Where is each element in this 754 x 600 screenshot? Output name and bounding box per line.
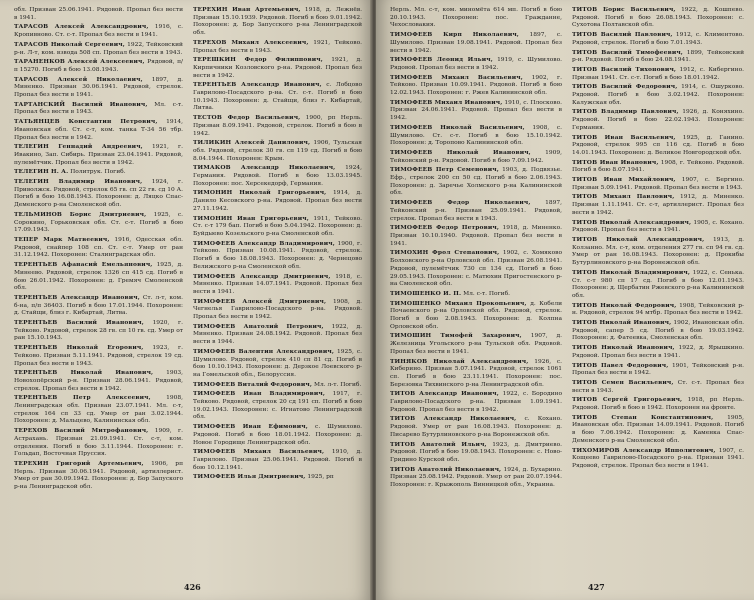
- memorial-entry: [390, 199, 562, 223]
- entry-text: 1909, Тейковский р-н. Рядовой. Погиб в бою 7.09.1942.: [390, 149, 562, 164]
- entry-text: 1925, с. Шумилово. Рядовой, стрелок 410 сп 81 сд. Погиб в бою 10.10.1943. Похоронен: д. Дерзкое Лоевского р-на Гомельской обл., Белоруссия.: [193, 348, 362, 378]
- entry-name: ТИЛИКИН Алексей Данилович,: [193, 139, 311, 147]
- entry-text: Нерль. Мл. с-т, ком. миномёта 614 мп. Погиб в бою 20.10.1943. Похоронен: пос. Гражданне, Чехословакия.: [390, 7, 562, 29]
- entry-name: ТИНЯКОВ Николай Александрович,: [390, 357, 529, 365]
- entry-name: ТЕРЕХИН Григорий Артемьевич,: [14, 459, 144, 467]
- entry-text: Мл. с-т. Погиб.: [463, 290, 511, 297]
- entry-name: ТИТОВ Иван Васильевич,: [572, 133, 676, 141]
- entry-name: ТЕРЕНТЬЕВ Петр Алексеевич,: [14, 394, 151, 402]
- entry-name: ТИМОШЕНКО И. П.: [390, 289, 462, 297]
- entry-text: 1922, д. Миненко. Призван 24.08.1942. Рядовой. Пропал без вести в 1944.: [193, 323, 362, 346]
- entry-text: 1922, д. Ярышкино. Рядовой. Пропал без вести в 1941.: [572, 345, 744, 359]
- entry-text: Рядовой, п/п 15270. Погиб в бою 13.08.1943.: [14, 59, 183, 73]
- entry-name: ТЕЛЬМИНОВ Борис Дмитриевич,: [14, 210, 147, 218]
- memorial-entry: [14, 460, 183, 492]
- memorial-entry: [193, 390, 362, 422]
- entry-name: ТИТОВ Анатолий Николаевич,: [390, 465, 502, 473]
- entry-name: ТИМОФЕЕВ Иван Владимирович,: [193, 390, 326, 398]
- entry-name: ТИТОВ Николай Александрович,: [572, 235, 705, 243]
- entry-name: ТИТОВ Анатолий Ильич,: [390, 440, 487, 448]
- entry-text: 1913, д. Колзанно. Мл. с-т, ком. отделения 277 гв. сп 94 гв. сд. Умер от ран 16.08.1943. Похоронен: д. Прокибы Бутурлиновского р-на Воронежской обл.: [572, 236, 744, 267]
- entry-text: Мл. с-т. Пропал без вести в 1943.: [14, 101, 183, 116]
- memorial-entry: [390, 99, 562, 123]
- entry-name: ТИТОВ Николай Иванович,: [572, 319, 672, 327]
- memorial-entry: [193, 56, 362, 80]
- entry-name: ТИМОФЕЕВ Михаил Васильевич,: [390, 73, 523, 81]
- entry-text: с. Кохано. Рядовой. Умер от ран 16.08.1943. Похоронен: д. Писарево Бутурлиновского р-на Воронежской обл.: [390, 416, 562, 438]
- memorial-entry: [14, 319, 183, 343]
- entry-name: ТИТОВ Александр Иванович,: [390, 390, 499, 398]
- entry-name: ТЕРЕХИН Иван Артемьевич,: [193, 6, 301, 13]
- memorial-entry: [572, 219, 744, 235]
- entry-name: ТЕЛЕГИН Геннадий Андреевич,: [14, 143, 143, 151]
- entry-name: ТИТОВ Степан Константинович,: [572, 413, 714, 421]
- entry-text: 1911, Тейково. Ст. с-т 179 бап. Погиб в бою 5.04.1942. Похоронен: д. Буйдыево Козельского р-на Смоленской обл.: [193, 215, 362, 237]
- entry-text: 1899, Тейковский р-н. Рядовой. Погиб в бою 24.08.1941.: [572, 49, 744, 64]
- memorial-entry: [14, 41, 183, 57]
- entry-text: 1906, рп Нерль. Призван 30.06.1941. Рядовой, артиллерист. Умер от ран 30.09.1942. Похоронен: д. Бор Запуского р-на Ленинградской обл.: [14, 460, 183, 491]
- entry-name: ТИТОВ Михаил Павлович,: [572, 193, 675, 201]
- memorial-entry: [14, 6, 183, 22]
- memorial-entry: [193, 473, 362, 482]
- entry-name: ТИТОВ Василий Павлович,: [572, 31, 673, 39]
- left-page-column-1: [14, 6, 183, 574]
- memorial-entry: [14, 294, 183, 318]
- entry-name: ТЕРЕХОВ Василий Митрофанович,: [14, 427, 149, 435]
- entry-text: 1921, д. Кирпичники Козловского р-на. Рядовой. Пропал без вести в 1942.: [193, 57, 362, 79]
- entry-text: 1910, д. Гаврилово. Призван 25.06.1941. Рядовой. Погиб в бою 10.12.1941.: [193, 449, 362, 471]
- entry-text: 1924, Германия. Рядовой. Погиб в бою 13.03.1945. Похоронен: пос. Херсекедорф, Германия.: [193, 165, 362, 187]
- entry-text: 1905, Ивановская обл. Призван 14.09.1941. Рядовой. Погиб в бою 7.06.1942. Похоронен: д. Каменка Спас-Деменского р-на Смоленской обл.: [572, 414, 744, 444]
- memorial-entry: [14, 101, 183, 117]
- memorial-entry: [193, 215, 362, 239]
- memorial-entry: [390, 249, 562, 289]
- entry-name: ТИТОВ Борис Васильевич,: [572, 6, 676, 13]
- left-page-number: 426: [184, 582, 201, 592]
- memorial-entry: [390, 332, 562, 356]
- entry-name: ТАТЬЯНЦЕВ Константин Петрович,: [14, 118, 158, 126]
- memorial-entry: [14, 261, 183, 293]
- memorial-entry: [193, 39, 362, 55]
- entry-name: ТИМОФЕЕВ Федор Николаевич,: [390, 199, 531, 207]
- memorial-entry: [193, 298, 362, 322]
- memorial-entry: [14, 369, 183, 393]
- memorial-entry: [193, 323, 362, 347]
- entry-text: обл. Призван 25.06.1941. Рядовой. Пропал без вести в 1941.: [14, 7, 183, 21]
- entry-text: 1906, Тульская обл. Рядовой, стрелок 30 гв. сп 119 сд. Погиб в бою 8.04.1944. Похоронен: Крым.: [193, 140, 362, 162]
- entry-text: 1897, д. Миненко. Призван 30.06.1941. Рядовой, стрелок. Пропал без вести в 1941.: [14, 76, 183, 99]
- memorial-entry: [390, 56, 562, 72]
- entry-name: ТИМОФЕЕВ Михаил Иванович,: [390, 98, 503, 106]
- memorial-entry: [572, 193, 744, 217]
- memorial-entry: [390, 290, 562, 299]
- entry-text: 1922, с. Сенька. Ст. с-т 980 сп 17 сд. Погиб в бою 12.01.1943. Похоронен: д. Щербатин Ржевского р-на Калининской обл.: [572, 269, 744, 299]
- entry-text: 1922, д. Кошпево. Рядовой. Погиб в бою 26.08.1943. Похоронен: с. Сухотова Полтавской обл.: [572, 7, 744, 29]
- entry-text: 1902, г. Тейково. Призван 10.09.1941. Рядовой. Погиб в бою 12.02.1943. Похоронен: г. Ржев Калининской обл.: [390, 74, 562, 97]
- entry-name: ТИМОФЕЕВ Петр Семенович,: [390, 166, 499, 174]
- memorial-entry: [193, 240, 362, 272]
- memorial-entry: [572, 31, 744, 47]
- entry-name: ТИМОФЕЕВ Федор Петрович,: [390, 224, 500, 232]
- left-page-column-2: [193, 6, 362, 574]
- entry-text: 1923, д. Дмитриево. Рядовой. Погиб в бою 19.08.1943. Похоронен: с. Ново-Гридино Курской обл.: [390, 441, 562, 463]
- memorial-entry: [572, 414, 744, 446]
- memorial-entry: [572, 83, 744, 107]
- memorial-entry: [390, 466, 562, 490]
- entry-text: 1925, д. Минеево. Рядовой, стрелок 1326 сп 415 сд. Погиб в бою 26.01.1942. Похоронен: д. Гремяч Смоленской обл.: [14, 262, 183, 292]
- entry-name: ТИТОВ Семен Васильевич,: [572, 378, 674, 386]
- entry-text: 1897, Тейковский р-н. Призван 25.09.1941. Рядовой, стрелок. Пропал без вести в 1943.: [390, 200, 562, 222]
- memorial-entry: [572, 49, 744, 65]
- entry-name: ТЕПЕР Марк Матвеевич,: [14, 235, 110, 243]
- entry-text: Ст. с-т. Пропал без вести в 1943.: [572, 379, 744, 394]
- memorial-entry: [572, 319, 744, 343]
- entry-text: 1908, д. Чегнелья Гаврилово-Посадского р-на. Рядовой. Пропал без вести в 1942.: [193, 298, 362, 321]
- entry-text: 1908, Ленинградская обл. Призван 23.07.1941. Мл. с-т, стрелок 164 сп 33 сд. Умер от ран 3.02.1944. Похоронен: д. Мальцево, Калининская обл.: [14, 395, 183, 425]
- entry-name: ТИМОФЕЕВ Илья Дмитриевич,: [193, 473, 306, 481]
- entry-text: 1925, с. Сорокино, Горьковская обл. Ст. с-т. Погиб в бою 17.09.1943.: [14, 211, 183, 234]
- entry-name: ТАРАСОВ Алексей Николаевич,: [14, 75, 143, 83]
- entry-name: ТАРАНЕНКОВ Алексей Алексеевич,: [14, 58, 145, 66]
- entry-text: 1903, д. Подвязье. Ефр., стрелок 200 сп 50 сд. Погиб в бою 2.06.1943. Похоронен: д. Заречье Холмского р-на Калининской обл.: [390, 167, 562, 197]
- memorial-entry: [193, 348, 362, 380]
- entry-text: 1914, д. Данило Кесовского р-на. Рядовой. Пропал без вести 27.11.1942.: [193, 190, 362, 212]
- entry-name: ТИМОФЕЕВ Иван Ефимович,: [193, 423, 308, 431]
- memorial-entry: [193, 273, 362, 297]
- entry-text: 1922, Тейковский р-н. Л-т, ком. взвода 508 сп. Пропал без вести в 1943.: [14, 41, 183, 56]
- entry-name: ТИТОВ Владимир Павлович,: [572, 108, 679, 116]
- memorial-entry: [572, 269, 744, 301]
- entry-text: Мл. л-т. Погиб.: [313, 381, 362, 388]
- entry-text: 1920, г. Тейково. Рядовой, стрелок 28 гв. сп 10 гв. сд. Умер от ран 15.10.1943.: [14, 320, 183, 342]
- entry-name: ТЕРЕНТЬЕВ Афанасий Емельянович,: [14, 261, 153, 269]
- entry-name: ТЕРЕНТЬЕВ Николай Иванович,: [14, 369, 154, 377]
- memorial-entry: [193, 164, 362, 188]
- memorial-entry: [193, 423, 362, 447]
- memorial-entry: [193, 448, 362, 472]
- entry-name: ТИМОФЕЕВ Валентин Александрович,: [193, 347, 335, 355]
- entry-name: ТЕРЕНТЬЕВ Николай Егорович,: [14, 344, 144, 352]
- entry-name: ТИМАКОВ Александр Николаевич,: [193, 164, 336, 172]
- entry-text: 1925, д. Ганино. Рядовой, стрелок 995 сп 116 сд. Погиб в бою 14.01.1943. Похоронен: д. Великое Новгородской обл.: [572, 134, 744, 156]
- entry-text: 1921, г. Ивакино, Зап. Сибирь. Призван 23.04.1941. Рядовой, пулемётчик. Пропал без вести в 1942.: [14, 144, 183, 166]
- entry-text: 1902, с. Хомяково Болховского р-на Орловской обл. Призван 26.08.1941. Рядовой, пулемётчик 730 сп 134 сд. Погиб в бою 29.05.1943. Похоронен: с. Матюхин Пригостенского р-на Смоленской обл.: [390, 250, 562, 288]
- entry-name: ТЕЛЕГИН Владимир Иванович,: [14, 178, 143, 186]
- right-page-column-2: [572, 6, 744, 574]
- memorial-entry: [572, 396, 744, 412]
- entry-text: 1916, с. Кропивново. Ст. с-т. Пропал без вести в 1941.: [14, 24, 183, 39]
- memorial-entry: [390, 390, 562, 414]
- memorial-entry: [572, 6, 744, 30]
- entry-text: 1912, с. Кибергино. Призван 1941. Ст. с-т. Погиб в бою 18.01.1942.: [572, 66, 744, 81]
- entry-name: ТИМОФЕЕВ Николай Васильевич,: [390, 123, 525, 131]
- entry-name: ТЕСТОВ Федор Васильевич,: [193, 114, 301, 122]
- entry-text: 1923, г. Тейково. Призван 5.11.1941. Рядовой, стрелок 19 сд. Пропал без вести в 1943.: [14, 345, 183, 367]
- memorial-entry: [390, 149, 562, 165]
- entry-text: 1900, г. Тейково. Призван 10.08.1941. Рядовой, стрелок. Погиб в бою 18.08.1943. Похоронен: д. Чернецово Велижского р-на Смоленской обл.: [193, 240, 362, 270]
- memorial-entry: [572, 302, 744, 318]
- entry-name: ТИМОФЕЕВ Николай Иванович,: [390, 148, 531, 156]
- entry-name: ТИТОВ Николай Федорович,: [572, 301, 677, 309]
- entry-text: 1917, г. Тейково. Рядовой, стрелок 20 сд 191 сп. Погиб в бою 19.02.1943. Похоронен: с. Игнатово Ленинградской обл.: [193, 391, 362, 421]
- memorial-entry: [193, 114, 362, 138]
- memorial-entry: [14, 344, 183, 368]
- entry-name: ТИТОВ Василий Тихонович,: [572, 65, 677, 73]
- entry-text: 1901, Тейковский р-н. Пропал без вести в 1942.: [572, 362, 744, 377]
- entry-name: ТАРТАНСКИЙ Василий Иванович,: [14, 100, 148, 108]
- entry-name: ТАРАСОВ Николай Сергеевич,: [14, 40, 125, 48]
- memorial-entry: [14, 143, 183, 167]
- entry-name: ТЕРЕНТЬЕВ Александр Иванович,: [193, 81, 322, 89]
- entry-name: ТИМОФЕЕВ Виталий Федорович,: [193, 380, 313, 388]
- memorial-entry: [390, 166, 562, 198]
- memorial-entry: [193, 81, 362, 113]
- entry-name: ТИТОВ Николай Владимирович,: [572, 268, 691, 276]
- entry-name: ТИТОВ Иван Иванович,: [572, 158, 659, 166]
- memorial-entry: [572, 447, 744, 471]
- entry-text: 1908, г. Тейково. Рядовой. Погиб в бою 8.07.1941.: [572, 159, 744, 174]
- entry-name: ТИТОВ Николай Александрович,: [572, 218, 692, 226]
- entry-name: ТИТОВ Василий Федорович,: [572, 83, 678, 91]
- entry-text: 1907, д. Железница Угольского р-на Тульской обл. Рядовой. Пропал без вести в 1941.: [390, 333, 562, 355]
- entry-text: с. Лобцово Гаврилово-Посадского р-на. Ст. с-т. Погиб в бою 10.1943. Похоронен: д. Стайщи, близ г. Кибартай, Литва.: [193, 82, 362, 112]
- entry-text: 1908, с. Шумилово. Ст. с-т. Погиб в бою 15.10.1942. Похоронен: д. Торопово Калининской обл.: [390, 124, 562, 147]
- memorial-entry: [390, 300, 562, 332]
- entry-text: 1921, Тейково. Пропал без вести в 1943.: [193, 39, 362, 54]
- memorial-entry: [572, 134, 744, 158]
- memorial-entry: [390, 31, 562, 55]
- memorial-entry: [390, 224, 562, 248]
- right-page: [376, 0, 754, 600]
- entry-name: ТИМОНИН Иван Григорьевич,: [193, 214, 309, 222]
- entry-name: ТИТОВ Александр Николаевич,: [390, 415, 517, 423]
- entry-name: ТИХОМИРОВ Александр Ипполитович,: [572, 446, 716, 454]
- entry-text: 1918, д. Миненко. Призван 10.10.1940. Рядовой. Пропал без вести в 1941.: [390, 225, 562, 247]
- entry-text: 1902, Ивановская обл. Рядовой, сапер 5 сд. Погиб в бою 19.03.1942. Похоронен: д. Фатеевка, Смоленская обл.: [572, 320, 744, 342]
- entry-text: 1924, д. Бухарино. Призван 25.08.1942. Рядовой. Умер от ран 20.07.1944. Похоронен: г. Крыжополь Винницкой обл., Украина.: [390, 466, 562, 489]
- memorial-entry: [14, 427, 183, 459]
- entry-text: 1910, с. Плосково. Призван 24.06.1941. Рядовой. Пропал без вести в 1942.: [390, 99, 562, 122]
- entry-text: 1919, с. Шумилово. Рядовой. Пропал без вести в 1942.: [390, 57, 562, 71]
- entry-name: ТИМОФЕЕВ Леонид Ильич,: [390, 56, 493, 64]
- memorial-entry: [14, 178, 183, 210]
- entry-text: Ст. л-т, ком. б-на, п/п 36403. Погиб в бою 17.01.1944. Похоронен: д. Стайщи, близ г. Кибартай, Литва.: [14, 294, 183, 317]
- entry-name: ТИМОШЕНКО Михаил Прокопьевич,: [390, 299, 527, 307]
- entry-text: Политрук. Погиб.: [70, 169, 126, 176]
- entry-name: ТИТОВ Павел Федорович,: [572, 361, 669, 369]
- entry-text: 1926, с. Киберино. Призван 5.07.1941. Рядовой, стрелок 1061 сп. Погиб в бою 23.11.1941. Похоронен: пос. Березовка Тихвинского р-на Ленинградской обл.: [390, 358, 562, 388]
- entry-text: 1897, с. Шумилово. Призван 19.08.1941. Рядовой. Пропал без вести в 1942.: [390, 32, 562, 54]
- entry-text: 1926, д. Коняхино. Рядовой. Погиб в бою 22.02.1943. Похоронен: Германия.: [572, 109, 744, 131]
- memorial-entry: [390, 415, 562, 439]
- entry-text: 1914, с. Ошурково. Рядовой. Погиб в бою 3.02.1942. Похоронен: Калужская обл.: [572, 84, 744, 106]
- entry-name: ТИМОХИН Фрол Степанович,: [390, 249, 500, 257]
- entry-text: 1922, с. Бородино Гаврилово-Посадского р-на. Призван 1.09.1941. Рядовой. Пропал без вести в 1942.: [390, 391, 562, 413]
- entry-name: ТИТОВ Сергей Григорьевич,: [572, 396, 683, 404]
- entry-name: ТИМОФЕЕВ Анатолий Петрович,: [193, 322, 324, 330]
- entry-text: д. Кобели Почаевского р-на Орловской обл. Рядовой, стрелок. Погиб в бою 2.08.1943. Похоронен: д. Колпна Орловской обл.: [390, 300, 562, 330]
- memorial-entry: [193, 381, 362, 390]
- memorial-entry: [572, 176, 744, 192]
- memorial-entry: [193, 6, 362, 38]
- memorial-entry: [14, 394, 183, 426]
- right-page-column-1: [390, 6, 562, 574]
- entry-name: ТИТОВ Николай Иванович,: [572, 344, 675, 352]
- memorial-entry: [572, 379, 744, 395]
- entry-name: ТИТОВ Василий Тимофеевич,: [572, 48, 684, 56]
- entry-text: 1918, д. Лежнёв. Призван 15.10.1939. Рядовой. Погиб в бою 9.01.1942. Похоронен: д. Бор Запусского р-на Ленинградской обл.: [193, 7, 362, 37]
- memorial-entry: [390, 441, 562, 465]
- entry-text: 1924, г. Приволжск. Рядовой, стрелок 65 гв. сп 22 гв. сд 10 А. Погиб в бою 16.08.1943. Похоронен: д. Ляцко Спас-Деменского р-на Смоленской обл.: [14, 179, 183, 209]
- entry-text: 1925, рп: [307, 474, 334, 481]
- memorial-entry: [572, 344, 744, 360]
- entry-name: ТИМОНИН Николай Григорьевич,: [193, 189, 327, 197]
- entry-name: ТЕРЕХОВ Михаил Алексеевич,: [193, 38, 309, 46]
- entry-name: ТИМОФЕЕВ Алексей Дмитриевич,: [193, 297, 327, 305]
- memorial-entry: [14, 168, 183, 177]
- entry-text: 1912, д. Миненко. Призван 1.11.1941. Ст. с-т, артиллерист. Пропал без вести в 1942.: [572, 194, 744, 216]
- entry-text: 1900, рп Нерль. Призван 8.09.1941. Рядовой, стрелок. Погиб в бою в 1942.: [193, 115, 362, 137]
- memorial-entry: [14, 23, 183, 39]
- memorial-entry: [193, 189, 362, 213]
- entry-text: 1914, Ивановская обл. Ст. с-т, ком. танка Т-34 56 тбр. Пропал без вести в 1942.: [14, 119, 183, 141]
- memorial-entry: [193, 139, 362, 163]
- entry-name: ТИМОФЕЕВ Александр Дмитриевич,: [193, 272, 331, 280]
- memorial-entry: [390, 6, 562, 30]
- entry-text: 1903, Новохопёрский р-н. Призван 28.06.1941. Рядовой, стрелок. Пропал без вести в 1942.: [14, 370, 183, 392]
- entry-text: 1918, с. Миненко. Призван 14.07.1941. Рядовой. Пропал без вести в 1941.: [193, 273, 362, 295]
- entry-text: 1905, с. Кохано. Рядовой. Пропал без вести в 1941.: [572, 219, 744, 234]
- entry-name: ТЕРЕНТЬЕВ Александр Иванович,: [14, 293, 140, 301]
- entry-text: 1908, Тейковский р-н. Рядовой, стрелок 94 мтбр. Пропал без вести в 1942.: [572, 302, 744, 317]
- entry-text: 1912, с. Климентово. Рядовой, стрелок. Погиб в бою 7.01.1943.: [572, 32, 744, 46]
- memorial-entry: [14, 236, 183, 260]
- memorial-entry: [390, 358, 562, 390]
- entry-name: ТИМОФЕЕВ Михаил Васильевич,: [193, 448, 325, 456]
- entry-text: 1909, г. Астрахань. Призван 21.09.1941. Ст. с-т, ком. отделения. Погиб в бою 3.11.1944. Похоронен: г. Гольдап, Восточная Пруссия.: [14, 428, 183, 458]
- entry-text: 1907, с. Кощеево Гаврилово-Посадского р-на. Призван 1941. Рядовой, стрелок. Пропал без вести в 1941.: [572, 447, 744, 469]
- memorial-entry: [390, 124, 562, 148]
- entry-name: ТИМОШИН Тимофей Захарович,: [390, 332, 522, 340]
- memorial-entry: [14, 76, 183, 100]
- left-page: [0, 0, 372, 600]
- memorial-entry: [572, 362, 744, 378]
- memorial-entry: [572, 66, 744, 82]
- memorial-entry: [572, 108, 744, 132]
- entry-text: с. Шумилово. Рядовой. Погиб в бою 18.01.1942. Похоронен: д. Новое Городище Ленинградской обл.: [193, 424, 362, 446]
- memorial-entry: [14, 118, 183, 142]
- entry-name: ТИТОВ Иван Михайлович,: [572, 176, 676, 184]
- memorial-entry: [390, 74, 562, 98]
- memorial-entry: [572, 236, 744, 268]
- entry-text: 1916, Одесская обл. Рядовой, снайпер 108 сп. Ст. с-т. Умер от ран 31.12.1942. Похоронен: Сталинградская обл.: [14, 236, 183, 259]
- right-page-number: 427: [588, 582, 605, 592]
- entry-name: ТЕЛЕГИН Н. А.: [14, 168, 69, 176]
- entry-name: ТИМОФЕЕВ Александр Владимирович,: [193, 239, 335, 247]
- memorial-entry: [572, 159, 744, 175]
- entry-text: 1918, рп Нерль. Рядовой. Погиб в бою в 1942. Похоронен на фронте.: [572, 397, 744, 412]
- entry-name: ТАРАСОВ Алексей Александрович,: [14, 23, 149, 31]
- entry-name: ТЕРЕНТЬЕВ Василий Иванович,: [14, 319, 144, 327]
- memorial-entry: [14, 211, 183, 235]
- entry-name: ТЕРЕШКИН Федор Филиппович,: [193, 56, 323, 64]
- memorial-entry: [14, 58, 183, 74]
- entry-name: ТИМОФЕЕВ Кирп Николаевич,: [390, 31, 520, 39]
- entry-text: 1907, с. Бергино. Призван 5.09.1941. Рядовой. Пропал без вести в 1943.: [572, 177, 744, 191]
